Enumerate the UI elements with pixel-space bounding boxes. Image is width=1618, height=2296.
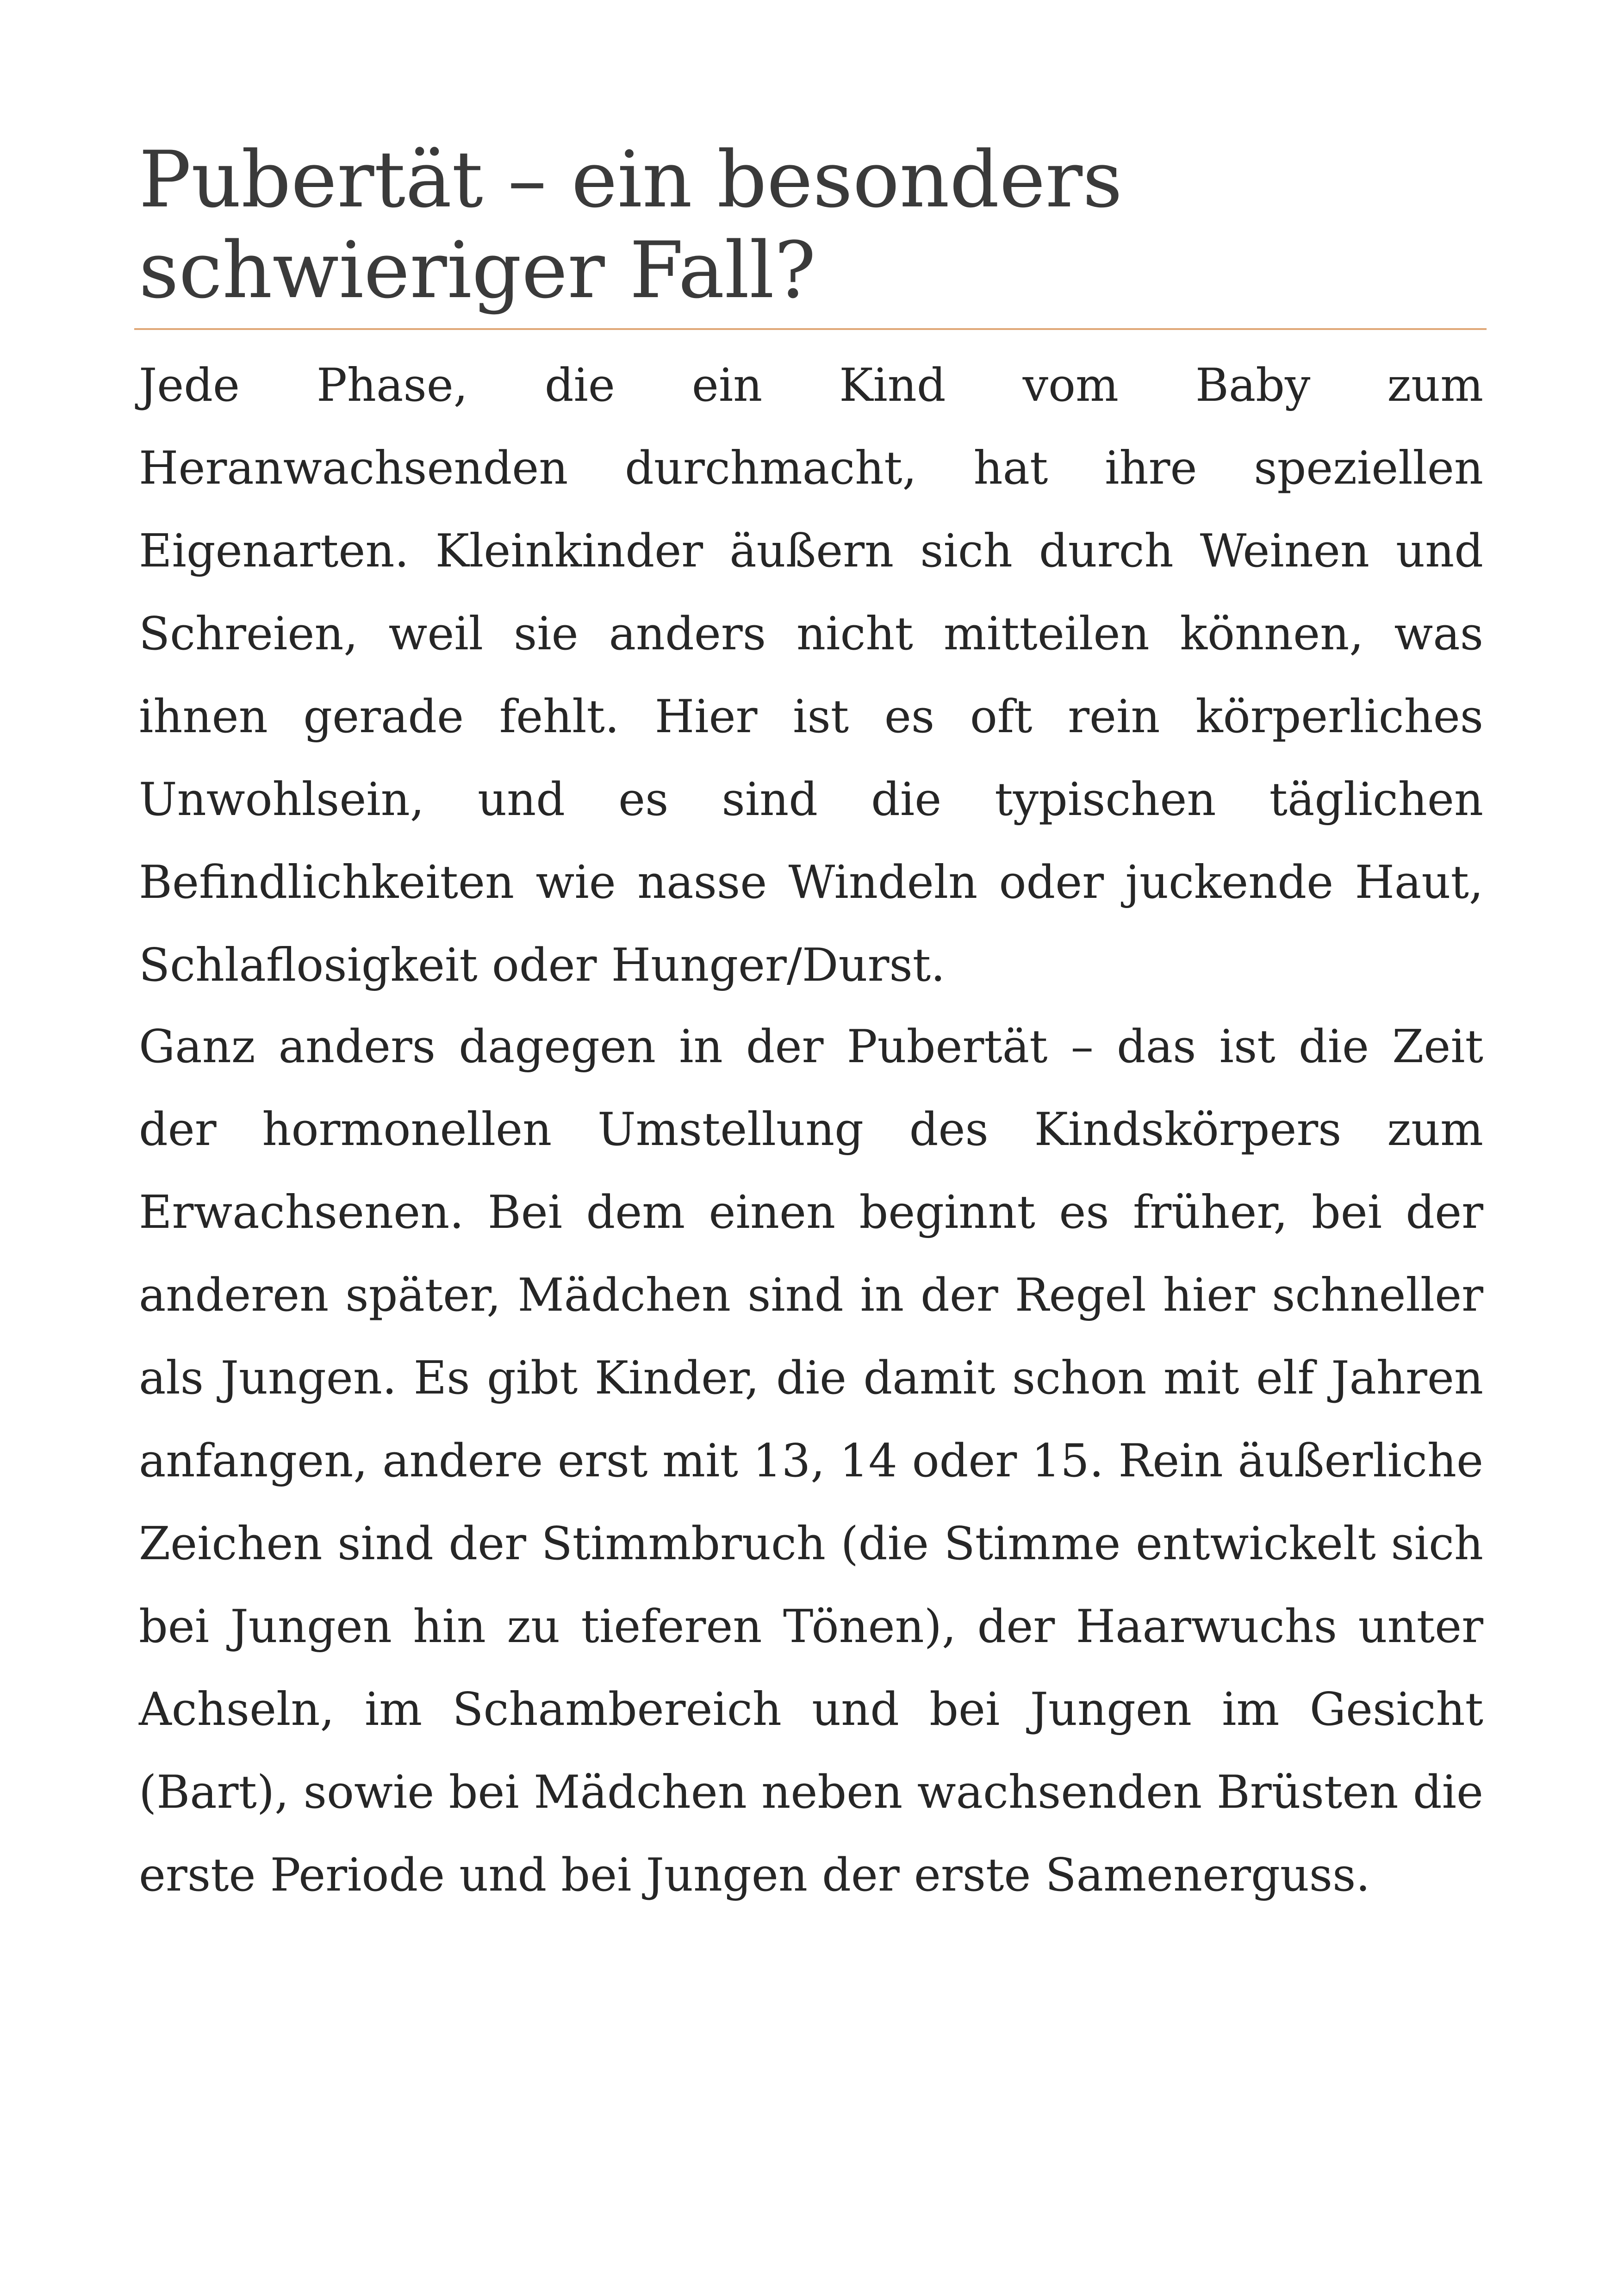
title-line-2: schwieriger Fall? — [139, 225, 816, 316]
title-underline-divider — [134, 328, 1487, 330]
paragraph-2: Ganz anders dagegen in der Pubertät – das ist die Zeit der hormonellen Umstellung des Kindskörpers zum Erwachsenen. Bei dem einen beginnt es früher, bei der anderen später, Mädchen sind in der Regel hier schneller als Jungen. Es gibt Kinder, die damit schon mit elf Jahren anfangen, andere erst mit 13, 14 oder 15. Rein äußerliche Zeichen sind der Stimmbruch (die Stimme entwickelt sich bei Jungen hin zu tieferen Tönen), der Haarwuchs unter Achseln, im Schambereich und bei Jungen im Gesicht (Bart), sowie bei Mädchen neben wachsenden Brüsten die erste Periode und bei Jungen der erste Samenerguss. — [139, 1020, 1483, 1902]
title-line-1: Pubertät – ein besonders — [139, 134, 1123, 225]
page-title — [139, 134, 1481, 316]
paragraph-1: Jede Phase, die ein Kind vom Baby zum Heranwachsenden durchmacht, hat ihre speziellen Eigenarten. Kleinkinder äußern sich durch Weinen und Schreien, weil sie anders nicht mitteilen können, was ihnen gerade fehlt. Hier ist es oft rein körperliches Unwohlsein, und es sind die typischen täglichen Befindlichkeiten wie nasse Windeln oder juckende Haut, Schlaflosigkeit oder Hunger/Durst. — [139, 359, 1483, 992]
